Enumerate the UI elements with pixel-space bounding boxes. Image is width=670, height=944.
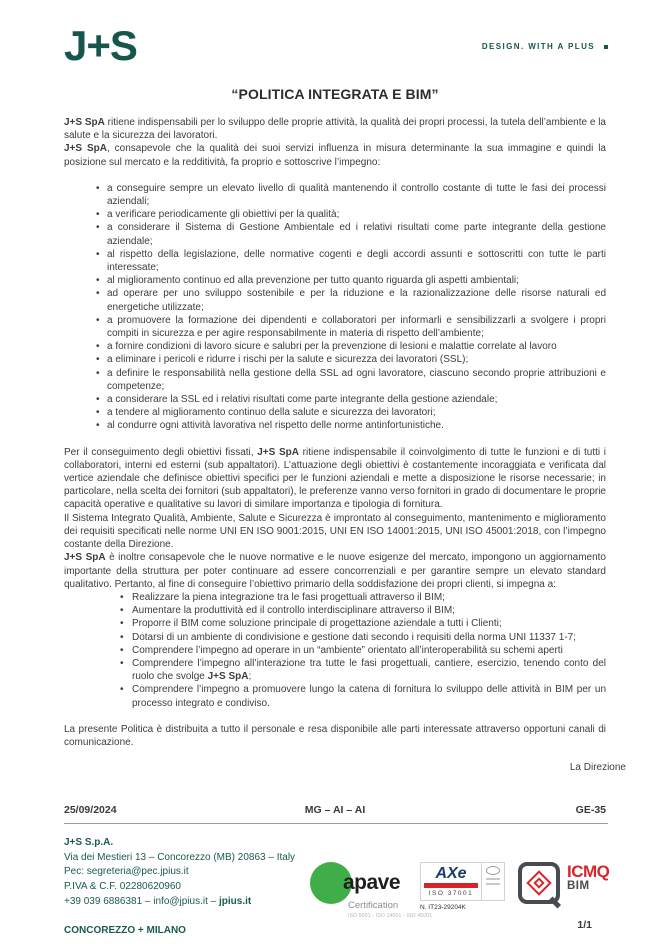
list-item: • al condurre ogni attività lavorativa nel rispetto delle norme antinfortunistiche. <box>64 419 606 432</box>
list-item: • a fornire condizioni di lavoro sicure e salubri per la prevenzione di lesioni e malattie correlate al lavoro <box>64 340 606 353</box>
page-number: 1/1 <box>577 919 592 932</box>
icmq-wordmark: ICMQ <box>567 862 610 882</box>
icmq-text <box>567 863 609 893</box>
header <box>64 22 608 69</box>
bim-commitments-list <box>64 591 606 710</box>
axe-iso-label: ISO 37001 <box>428 890 474 898</box>
list-item: • al miglioramento continuo ed alla prevenzione per tutto quanto riguarda gli aspetti ambientali; <box>64 274 606 287</box>
apave-wordmark: apave <box>343 871 401 895</box>
paragraph-intro-2: J+S SpA, consapevole che la qualità dei suoi servizi influenza in misura determinante la sua immagine e quindi la posizione sul mercato e la redditività, fa proprio e sottoscrive l’impegno: <box>64 143 606 168</box>
list-item: • Comprendere l’impegno ad operare in un “ambiente” orientato all’interoperabilità su schemi aperti <box>64 644 606 657</box>
list-item: • a considerare la SSL ed i relativi risultati come parte integrante della gestione aziendale; <box>64 393 606 406</box>
list-item: • Comprendere l’impegno a promuovere lungo la catena di fornitura lo sviluppo delle attività in BIM per un processo integrato e condiviso. <box>64 683 606 709</box>
company-pec: Pec: segreteria@pec.jpius.it <box>64 866 189 878</box>
paragraph-distribution: La presente Politica è distribuita a tutto il personale e resa disponibile alle parti interessate attraverso opportuni canali di comunicazione. <box>64 723 606 748</box>
list-item: • Realizzare la piena integrazione tra le fasi progettuali attraverso il BIM; <box>64 591 606 604</box>
page-title: “POLITICA INTEGRATA E BIM” <box>231 86 439 102</box>
list-item: • a verificare periodicamente gli obiettivi per la qualità; <box>64 208 606 221</box>
paragraph-integrated-system: Il Sistema Integrato Qualità, Ambiente, Salute e Sicurezza è improntato al conseguimento, mantenimento e miglioramento dei requisiti specificati nelle norme UNI EN ISO 9001:2015, UNI EN ISO 14001:2015, UNI ISO 45001:2018, con l’impegno costante della Direzione. <box>64 512 606 551</box>
list-item: • al rispetto della legislazione, delle normative cogenti e degli accordi assunti e sottoscritti con tutte le parti interessate; <box>64 248 606 274</box>
axe-wordmark: AXe <box>435 865 467 883</box>
company-logo: J+S <box>64 22 137 69</box>
company-cities: CONCOREZZO + MILANO <box>64 925 186 937</box>
paragraph-intro-1: J+S SpA ritiene indispensabili per lo sviluppo delle proprie attività, la qualità dei propri processi, la tutela dell’ambiente e la salute e la sicurezza dei lavoratori. <box>64 117 606 142</box>
apave-certification-label: Certification <box>348 900 399 912</box>
doc-authors: MG – AI – AI <box>304 804 366 817</box>
tagline <box>482 42 608 51</box>
axe-red-bar <box>424 883 478 888</box>
axe-boxes <box>420 862 506 901</box>
list-item: • a definire le responsabilità nella gestione della SSL ad ogni lavoratore, ciascuno secondo proprie attribuzioni e competenze; <box>64 367 606 393</box>
list-item: • Comprendere l’impegno all’interazione tra tutte le fasi progettuali, cantiere, esercizio, tenendo conto del ruolo che svolge J+S SpA; <box>64 657 606 683</box>
paragraph-bim-intro: J+S SpA è inoltre consapevole che le nuove normative e le nuove esigenze del mercato, impongono un aggiornamento importante della struttura per poter continuare ad essere concorrenziali e per garantire sempre un elevato standard qualitativo. Pertanto, al fine di conseguire l’obiettivo primario della soddisfazione dei propri clienti, si impegna a: <box>64 552 606 590</box>
icmq-diamond-shape <box>526 870 551 895</box>
list-item: • Proporre il BIM come soluzione principale di progettazione aziendale a tutti i Clienti; <box>64 617 606 630</box>
list-item: • a conseguire sempre un elevato livello di qualità mantenendo il controllo costante di tutte le fasi dei processi aziendali; <box>64 182 606 208</box>
apave-row <box>310 862 408 904</box>
accreditation-emblem-icon <box>486 866 500 875</box>
axe-certificate-number: N. IT23-29204K <box>420 904 466 912</box>
axe-iso37001-logo <box>420 862 506 911</box>
icmq-diamond-icon <box>518 862 560 904</box>
accreditation-line <box>486 878 500 880</box>
list-item: • Aumentare la produttività ed il controllo interdisciplinare attraverso il BIM; <box>64 604 606 617</box>
list-item: • Dotarsi di un ambiente di condivisione e gestione dati secondo i requisiti della norma UNI 11337 1-7; <box>64 631 606 644</box>
icmq-bim-label: BIM <box>567 880 590 893</box>
accreditation-line <box>486 883 500 885</box>
divider <box>64 823 608 824</box>
certification-logos <box>304 862 608 939</box>
list-item: • a considerare il Sistema di Gestione Ambientale ed i relativi risultati come parte integrante della gestione aziendale; <box>64 221 606 247</box>
tagline-text: DESIGN. WITH A PLUS <box>481 42 595 51</box>
list-item: • ad operare per uno sviluppo sostenibile e per la riduzione e la razionalizzazione delle risorse naturali ed energetiche utilizzate; <box>64 287 606 313</box>
company-contacts: +39 039 6886381 – info@jpius.it – jpius.it <box>64 895 252 907</box>
document-body <box>64 116 606 749</box>
company-address: Via dei Mestieri 13 – Concorezzo (MB) 20863 – Italy <box>64 851 296 863</box>
list-item: • a tendere al miglioramento continuo della salute e sicurezza dei lavoratori; <box>64 406 606 419</box>
list-item: • a promuovere la formazione dei dipendenti e collaboratori per informarli e sensibilizzarli a svolgere i propri compiti in sicurezza e per agire responsabilmente in materia di rispetto dell’ambiente; <box>64 314 606 340</box>
footer <box>64 836 608 939</box>
apave-certification-logo <box>310 862 433 920</box>
plus-square-icon <box>604 45 608 49</box>
company-info <box>64 836 304 939</box>
doc-code: GE-35 <box>575 804 607 817</box>
list-item: • a eliminare i pericoli e ridurre i rischi per la salute e sicurezza dei lavoratori (SSL); <box>64 353 606 366</box>
icmq-bim-logo <box>518 862 608 904</box>
commitments-list <box>64 182 606 433</box>
axe-main-box <box>420 862 482 901</box>
paragraph-objectives: Per il conseguimento degli obiettivi fissati, J+S SpA ritiene indispensabile il coinvolgimento di tutte le funzioni e di tutti i collaboratori, interni ed esterni (sub appaltatori). L’attuazione degli obiettivi è costantemente incoraggiata e verificata dal vertice aziendale che definisce obiettivi specifici per le funzioni aziendali e mette a disposizione le risorse necessarie; in particolare, nella scelta dei fornitori (sub appaltatori), le preferenze vanno verso fornitori in grado di documentare le proprie capacità operative e qualitative su lavori di similare importanza e tipologia di fornitura. <box>64 446 607 511</box>
signature: La Direzione <box>569 762 626 774</box>
icmq-q-tail <box>549 897 561 909</box>
company-name: J+S S.p.A. <box>64 837 114 849</box>
apave-standards-label: ISO 9001 - ISO 14001 - ISO 45001 <box>348 913 433 920</box>
accreditation-emblem-box <box>482 862 505 901</box>
meta-row <box>64 804 606 816</box>
doc-date: 25/09/2024 <box>64 804 117 817</box>
company-vat: P.IVA & C.F. 02280620960 <box>64 880 181 892</box>
